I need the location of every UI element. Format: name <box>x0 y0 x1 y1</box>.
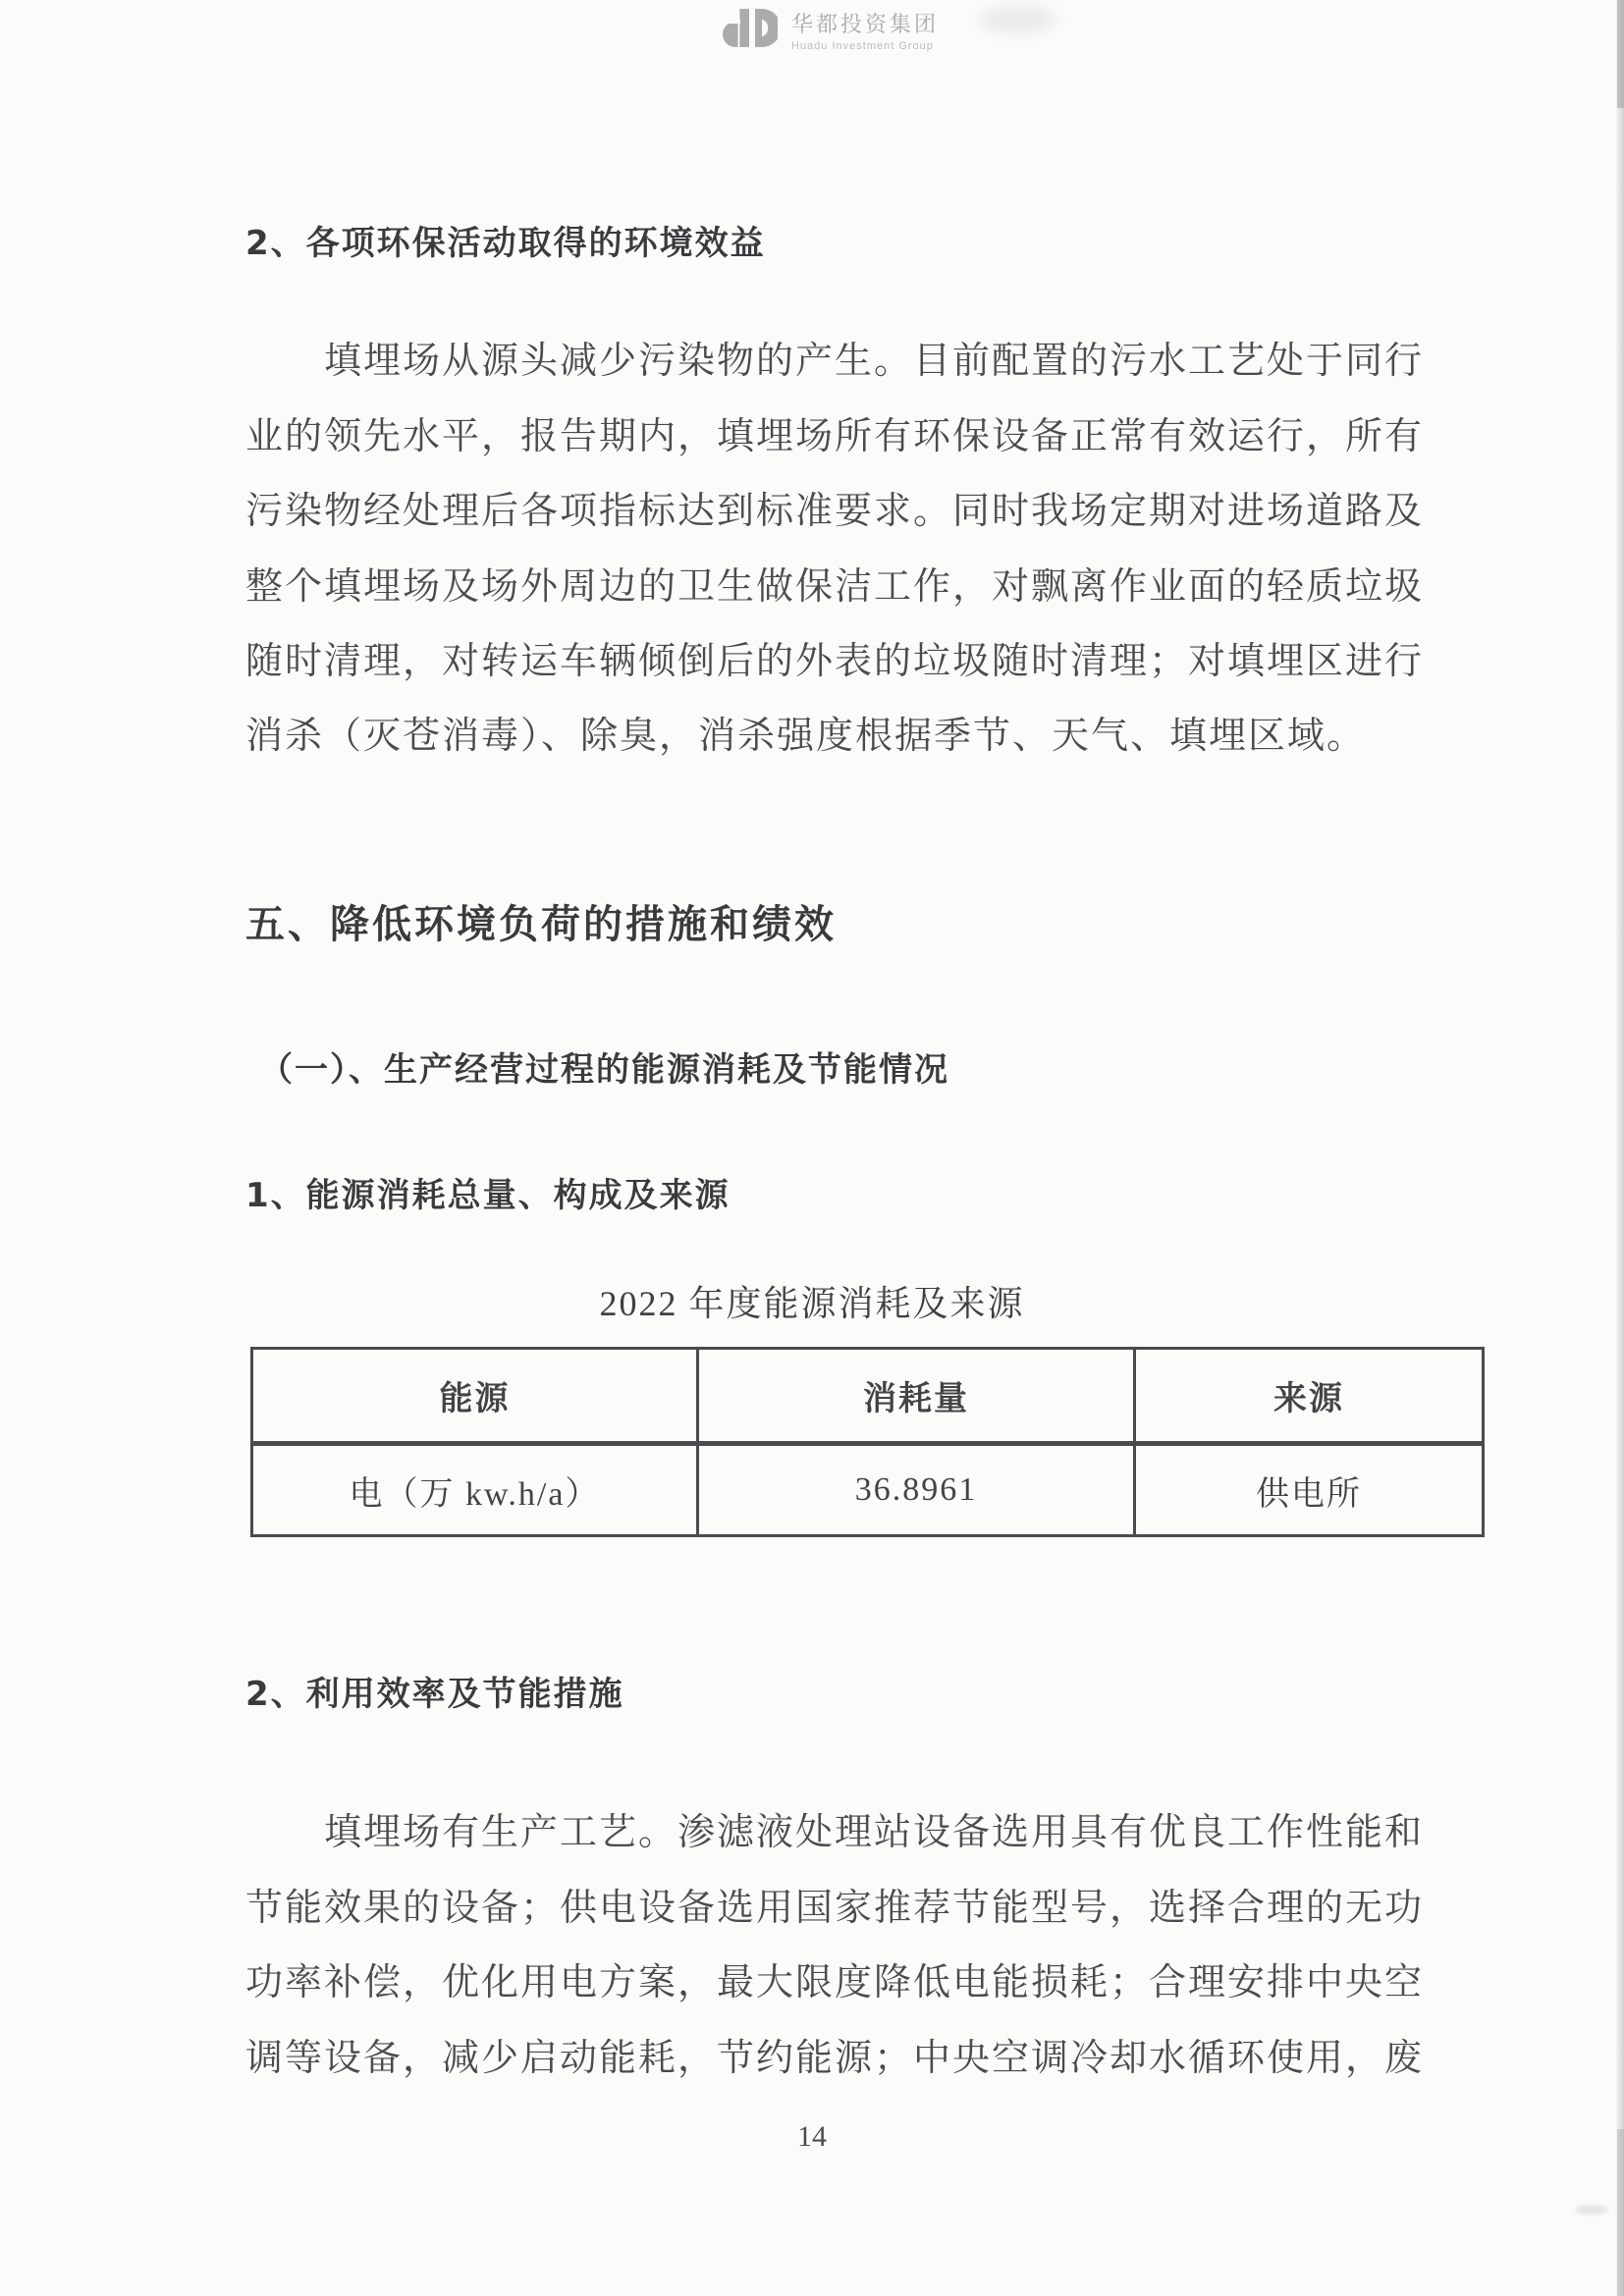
paragraph-line: 填埋场从源头减少污染物的产生。目前配置的污水工艺处于同行 <box>324 341 1425 382</box>
huadu-logo-icon <box>723 6 778 51</box>
paragraph-line: 整个填埋场及场外周边的卫生做保洁工作，对飘离作业面的轻质垃圾 <box>245 566 1425 608</box>
paragraph-line: 污染物经处理后各项指标达到标准要求。同时我场定期对进场道路及 <box>245 491 1425 532</box>
scan-edge-bottom <box>1617 2129 1624 2296</box>
paragraph-line: 调等设备，减少启动能耗，节约能源；中央空调冷却水循环使用，废 <box>245 2038 1425 2079</box>
heading-subsection1: （一）、生产经营过程的能源消耗及节能情况 <box>259 1050 949 1090</box>
scan-edge-strip <box>1615 0 1624 2296</box>
table-header-consumption: 消耗量 <box>698 1349 1135 1444</box>
heading-section5: 五、降低环境负荷的措施和绩效 <box>245 902 837 947</box>
energy-consumption-table <box>250 1347 1485 1537</box>
table-header-source: 来源 <box>1135 1349 1484 1444</box>
paragraph-line: 填埋场有生产工艺。渗滤液处理站设备选用具有优良工作性能和 <box>324 1812 1425 1853</box>
scan-speck <box>1575 2205 1608 2215</box>
heading-env-benefit: 2、各项环保活动取得的环境效益 <box>245 224 766 263</box>
paragraph-line: 节能效果的设备；供电设备选用国家推荐节能型号，选择合理的无功 <box>245 1888 1425 1929</box>
heading-item1: 1、能源消耗总量、构成及来源 <box>245 1176 731 1215</box>
logo-name-zh: 华都投资集团 <box>791 13 940 37</box>
table-cell-source: 供电所 <box>1135 1444 1484 1536</box>
logo-text <box>791 6 939 52</box>
scan-smudge <box>980 6 1056 33</box>
table-title: 2022 年度能源消耗及来源 <box>599 1284 1025 1323</box>
logo-name-en: Huadu Investment Group <box>791 40 934 52</box>
heading-item2: 2、利用效率及节能措施 <box>245 1675 624 1714</box>
company-logo <box>723 6 939 52</box>
table-header-energy: 能源 <box>252 1349 698 1444</box>
paragraph-line: 业的领先水平，报告期内，填埋场所有环保设备正常有效运行，所有 <box>245 416 1425 457</box>
table-cell-energy: 电（万 kw.h/a） <box>252 1444 698 1536</box>
table-cell-consumption: 36.8961 <box>698 1444 1135 1536</box>
scan-edge-top <box>1617 0 1624 108</box>
paragraph-line: 消杀（灭苍消毒）、除臭，消杀强度根据季节、天气、填埋区域。 <box>245 716 1367 757</box>
paragraph-line: 功率补偿，优化用电方案，最大限度降低电能损耗；合理安排中央空 <box>245 1962 1425 2003</box>
table-row <box>252 1444 1484 1536</box>
paragraph-line: 随时清理，对转运车辆倾倒后的外表的垃圾随时清理；对填埋区进行 <box>245 641 1425 682</box>
table-header-row <box>252 1349 1484 1444</box>
page-number: 14 <box>797 2120 827 2153</box>
